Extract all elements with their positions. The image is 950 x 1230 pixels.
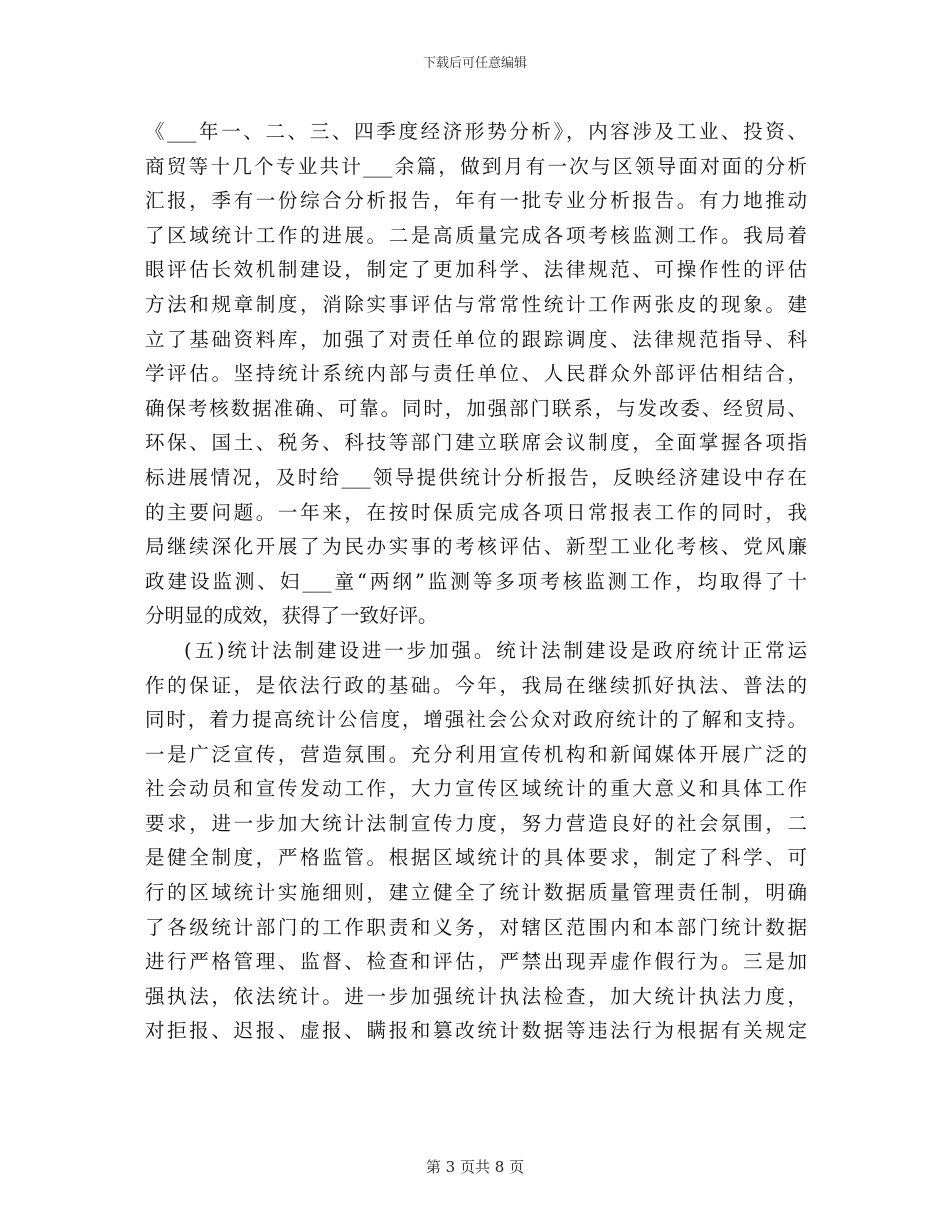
text-line: 方法和规章制度，消除实事评估与常常性统计工作两张皮的现象。建	[145, 292, 807, 316]
text-line: 同时，着力提高统计公信度，增强社会公众对政府统计的了解和支持。	[145, 708, 807, 732]
paragraph-1	[145, 115, 807, 634]
text-line: 汇报，季有一份综合分析报告，年有一批专业分析报告。有力地推动	[145, 189, 807, 213]
text-line: 《___年一、二、三、四季度经济形势分析》，内容涉及工业、投资、	[145, 120, 807, 143]
text-line: 一是广泛宣传，营造氛围。充分利用宣传机构和新闻媒体开展广泛的	[145, 742, 807, 766]
page-header-note: 下载后可任意编辑	[422, 56, 527, 71]
text-line: 作的保证，是依法行政的基础。今年，我局在继续抓好执法、普法的	[145, 673, 807, 697]
text-line: 立了基础资料库，加强了对责任单位的跟踪调度、法律规范指导、科	[145, 327, 807, 351]
text-line: 是健全制度，严格监管。根据区域统计的具体要求，制定了科学、可	[145, 846, 807, 870]
text-line: 分明显的成效，获得了一致好评。	[145, 604, 438, 628]
text-line: 商贸等十几个专业共计___余篇，做到月有一次与区领导面对面的分析	[145, 154, 807, 178]
text-line: 了区域统计工作的进展。二是高质量完成各项考核监测工作。我局着	[145, 223, 807, 247]
page-number: 第 3 页共 8 页	[425, 1158, 525, 1176]
text-line: (五)统计法制建设进一步加强。统计法制建设是政府统计正常运	[184, 638, 807, 662]
paragraph-2	[145, 634, 807, 1049]
text-line: 局继续深化开展了为民办实事的考核评估、新型工业化考核、党风廉	[145, 535, 807, 559]
text-line: 行的区域统计实施细则，建立健全了统计数据质量管理责任制，明确	[145, 881, 807, 905]
text-line: 的主要问题。一年来，在按时保质完成各项日常报表工作的同时，我	[145, 500, 807, 524]
text-line: 环保、国土、税务、科技等部门建立联席会议制度，全面掌握各项指	[145, 431, 807, 455]
document-body	[145, 115, 807, 1049]
text-line: 进行严格管理、监督、检查和评估，严禁出现弄虚作假行为。三是加	[145, 950, 807, 974]
text-line: 了各级统计部门的工作职责和义务，对辖区范围内和本部门统计数据	[145, 915, 807, 939]
text-line: 确保考核数据准确、可靠。同时，加强部门联系，与发改委、经贸局、	[145, 396, 807, 420]
text-line: 社会动员和宣传发动工作，大力宣传区域统计的重大意义和具体工作	[145, 777, 807, 801]
text-line: 政建设监测、妇___童“两纲”监测等多项考核监测工作，均取得了十	[145, 569, 807, 593]
text-line: 眼评估长效机制建设，制定了更加科学、法律规范、可操作性的评估	[145, 258, 807, 282]
text-line: 要求，进一步加大统计法制宣传力度，努力营造良好的社会氛围，二	[145, 811, 807, 835]
text-line: 学评估。坚持统计系统内部与责任单位、人民群众外部评估相结合，	[145, 362, 807, 386]
text-line: 对拒报、迟报、虚报、瞒报和篡改统计数据等违法行为根据有关规定	[145, 1019, 807, 1043]
text-line: 强执法，依法统计。进一步加强统计执法检查，加大统计执法力度，	[145, 984, 807, 1008]
text-line: 标进展情况，及时给___领导提供统计分析报告，反映经济建设中存在	[145, 465, 807, 489]
